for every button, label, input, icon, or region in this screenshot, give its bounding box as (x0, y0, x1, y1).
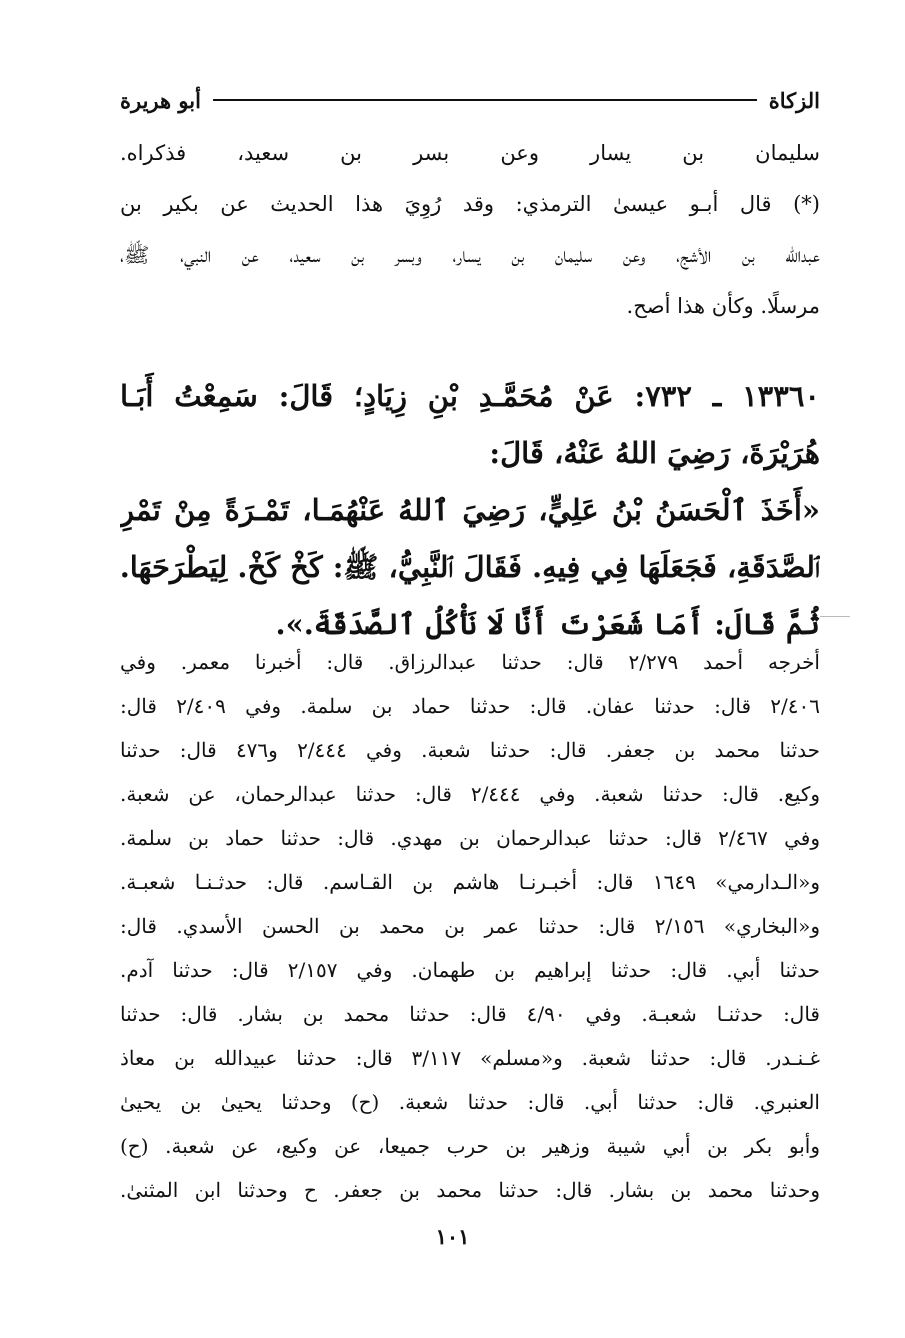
hadith-line: ١٣٣٦٠ ـ ٧٣٢: عَنْ مُحَمَّـدِ بْنِ زِيَادٍ؛ قَالَ: سَمِعْتُ أَبَـا (120, 379, 820, 413)
intro-line: (*) قال أبـو عيسىٰ الترمذي: وقد رُوِيَ هذا الحديث عن بكير بن (120, 192, 820, 216)
takhrij-line: وكيع. قال: حدثنا شعبة. وفي ٢/٤٤٤ قال: حدثنا عبدالرحمان، عن شعبة. (120, 782, 820, 806)
header-chapter-title: الزكاة (768, 87, 820, 113)
intro-line: مرسلًا. وكأن هذا أصح. (626, 294, 820, 318)
takhrij-line: غـنـدر. قال: حدثنا شعبة. و«مسلم» ٣/١١٧ قال: حدثنا عبيدالله بن معاذ (120, 1046, 820, 1070)
takhrij-line: حدثنا أبي. قال: حدثنا إبراهيم بن طهمان. وفي ٢/١٥٧ قال: حدثنا آدم. (120, 958, 820, 982)
takhrij-paragraph (120, 640, 820, 1212)
intro-line: سليمان بن يسار وعن بسر بن سعيد، فذكراه. (120, 141, 820, 165)
hadith-line: ثُمَّ قَالَ: أَمَا شَعَرْتَ أَنَّا لَا نَأْكُلُ ٱلصَّدَقَةَ.». (275, 607, 820, 641)
intro-line: عبدالله بن الأشج، وعن سليمان بن يسار، وبسر بن سعيد، عن النبي، ﷺ، (120, 243, 820, 267)
hadith-line: هُرَيْرَةَ، رَضِيَ اللهُ عَنْهُ، قَالَ: (489, 436, 820, 470)
page-number: ١٠١ (435, 1224, 470, 1249)
header-rule (213, 99, 757, 101)
intro-paragraph (120, 128, 820, 332)
takhrij-line: وحدثنا محمد بن بشار. قال: حدثنا محمد بن جعفر. ح وحدثنا ابن المثنىٰ. (120, 1178, 820, 1202)
takhrij-line: وأبو بكر بن أبي شيبة وزهير بن حرب جميعا، عن وكيع، عن شعبة. (ح) (120, 1134, 820, 1158)
hadith-line: «أَخَذَ ٱلْحَسَنُ بْنُ عَلِيٍّ، رَضِيَ ٱللهُ عَنْهُمَـا، تَمْـرَةً مِنْ تَمْرِ (120, 493, 820, 527)
takhrij-line: حدثنا محمد بن جعفر. قال: حدثنا شعبة. وفي ٢/٤٤٤ و٤٧٦ قال: حدثنا (120, 738, 820, 762)
takhrij-line: ٢/٤٠٦ قال: حدثنا عفان. قال: حدثنا حماد بن سلمة. وفي ٢/٤٠٩ قال: (120, 694, 820, 718)
margin-mark (820, 616, 850, 617)
hadith-line: ٱلصَّدَقَةِ، فَجَعَلَهَا فِي فِيهِ. فَقَالَ ٱلنَّبِيُّ، ﷺ: كَخْ كَخْ. لِيَطْرَحَهَا. (120, 550, 820, 584)
takhrij-line: قال: حدثنـا شعبـة. وفي ٤/٩٠ قال: حدثنا محمد بن بشار. قال: حدثنا (120, 1002, 820, 1026)
takhrij-line: و«البخاري» ٢/١٥٦ قال: حدثنا عمر بن محمد بن الحسن الأسدي. قال: (120, 914, 820, 938)
takhrij-line: أخرجه أحمد ٢/٢٧٩ قال: حدثنا عبدالرزاق. قال: أخبرنا معمر. وفي (120, 650, 820, 674)
header-narrator-title: أبو هريرة (120, 87, 201, 113)
takhrij-line: وفي ٢/٤٦٧ قال: حدثنا عبدالرحمان بن مهدي. قال: حدثنا حماد بن سلمة. (120, 826, 820, 850)
hadith-text (120, 368, 820, 653)
takhrij-line: العنبري. قال: حدثنا أبي. قال: حدثنا شعبة. (ح) وحدثنا يحيىٰ بن يحيىٰ (120, 1090, 820, 1114)
takhrij-line: و«الـدارمي» ١٦٤٩ قال: أخبـرنـا هاشم بن القـاسم. قال: حدثـنـا شعبـة. (120, 870, 820, 894)
running-header (120, 80, 820, 120)
